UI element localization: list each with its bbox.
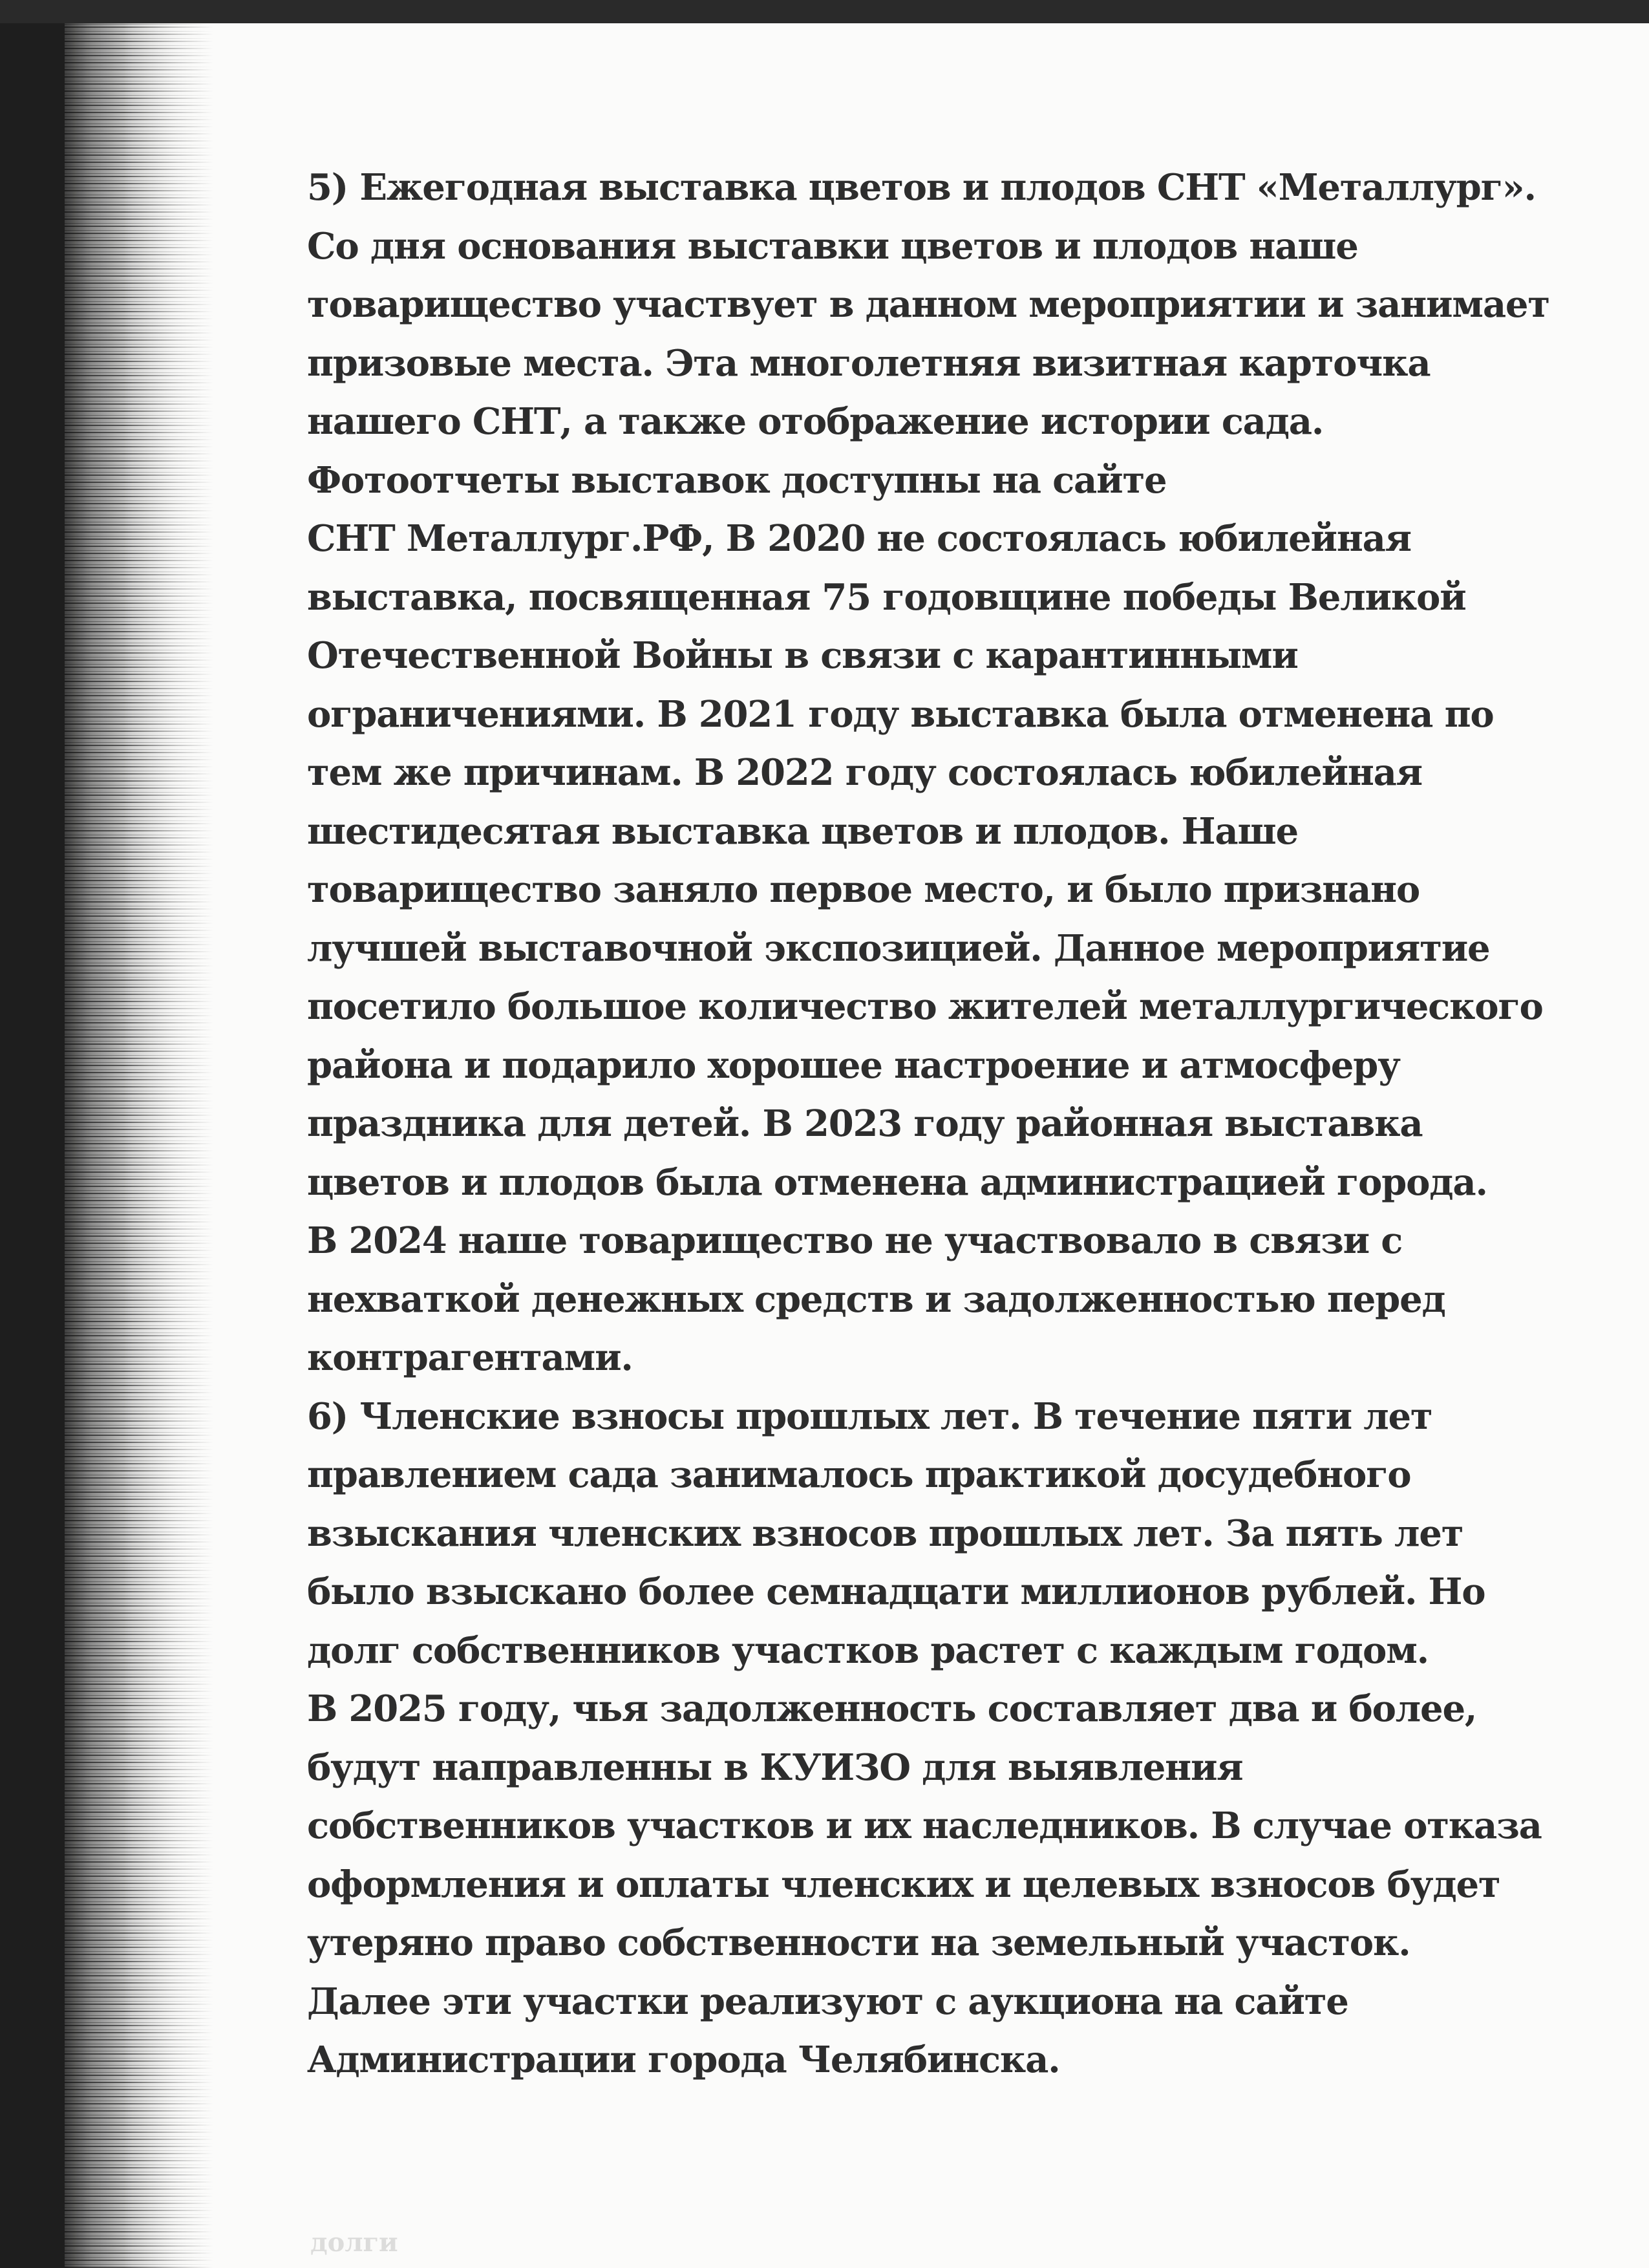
text-line: выставка, посвященная 75 годовщине победы Великой xyxy=(307,575,1466,619)
text-line: района и подарило хорошее настроение и атмосферу xyxy=(307,1043,1400,1087)
scan-top-edge xyxy=(0,0,1649,23)
text-line: долг собственников участков растет с каждым годом. xyxy=(307,1629,1429,1672)
text-line: товарищество участвует в данном мероприятии и занимает xyxy=(307,283,1549,326)
text-line: контрагентами. xyxy=(307,1336,633,1379)
text-line: шестидесятая выставка цветов и плодов. Наше xyxy=(307,809,1298,853)
text-line: праздника для детей. В 2023 году районная выставка xyxy=(307,1102,1423,1145)
text-line: Отечественной Войны в связи с карантинными xyxy=(307,634,1298,677)
text-line: будут направленны в КУИЗО для выявления xyxy=(307,1746,1243,1789)
text-line: призовые места. Эта многолетняя визитная карточка xyxy=(307,341,1431,385)
scan-left-edge xyxy=(0,23,65,2268)
text-line: нехваткой денежных средств и задолженностью перед xyxy=(307,1278,1445,1321)
text-line: собственников участков и их наследников. В случае отказа xyxy=(307,1804,1542,1847)
text-line: тем же причинам. В 2022 году состоялась юбилейная xyxy=(307,751,1422,794)
text-line: 6) Членские взносы прошлых лет. В течение пяти лет xyxy=(307,1395,1432,1438)
text-line: СНТ Металлург.РФ, В 2020 не состоялась юбилейная xyxy=(307,517,1411,560)
text-line: товарищество заняло первое место, и было признано xyxy=(307,868,1420,911)
text-line: утеряно право собственности на земельный участок. xyxy=(307,1921,1410,1964)
text-line: В 2024 наше товарищество не участвовало в связи с xyxy=(307,1219,1403,1262)
text-line: нашего СНТ, а также отображение истории сада. xyxy=(307,400,1324,443)
bleed-through-text: долги xyxy=(310,2227,398,2258)
text-line: правлением сада занималось практикой досудебного xyxy=(307,1453,1411,1496)
text-line: было взыскано более семнадцати миллионов рублей. Но xyxy=(307,1570,1485,1613)
text-line: В 2025 году, чья задолженность составляет два и более, xyxy=(307,1687,1477,1730)
text-line: Со дня основания выставки цветов и плодов наше xyxy=(307,224,1358,268)
text-line: цветов и плодов была отменена администрацией города. xyxy=(307,1161,1487,1204)
text-line: Фотоотчеты выставок доступны на сайте xyxy=(307,458,1167,502)
scan-noise-band xyxy=(65,23,213,2268)
text-line: взыскания членских взносов прошлых лет. За пять лет xyxy=(307,1512,1463,1555)
text-line: Далее эти участки реализуют с аукциона на сайте xyxy=(307,1980,1348,2023)
document-body xyxy=(307,158,1593,2090)
text-line: посетило большое количество жителей металлургического xyxy=(307,985,1543,1028)
text-line: Администрации города Челябинска. xyxy=(307,2038,1060,2081)
text-line: лучшей выставочной экспозицией. Данное мероприятие xyxy=(307,926,1490,970)
text-line: 5) Ежегодная выставка цветов и плодов СНТ «Металлург». xyxy=(307,166,1536,209)
text-line: оформления и оплаты членских и целевых взносов будет xyxy=(307,1863,1500,1906)
text-line: ограничениями. В 2021 году выставка была отменена по xyxy=(307,692,1494,736)
